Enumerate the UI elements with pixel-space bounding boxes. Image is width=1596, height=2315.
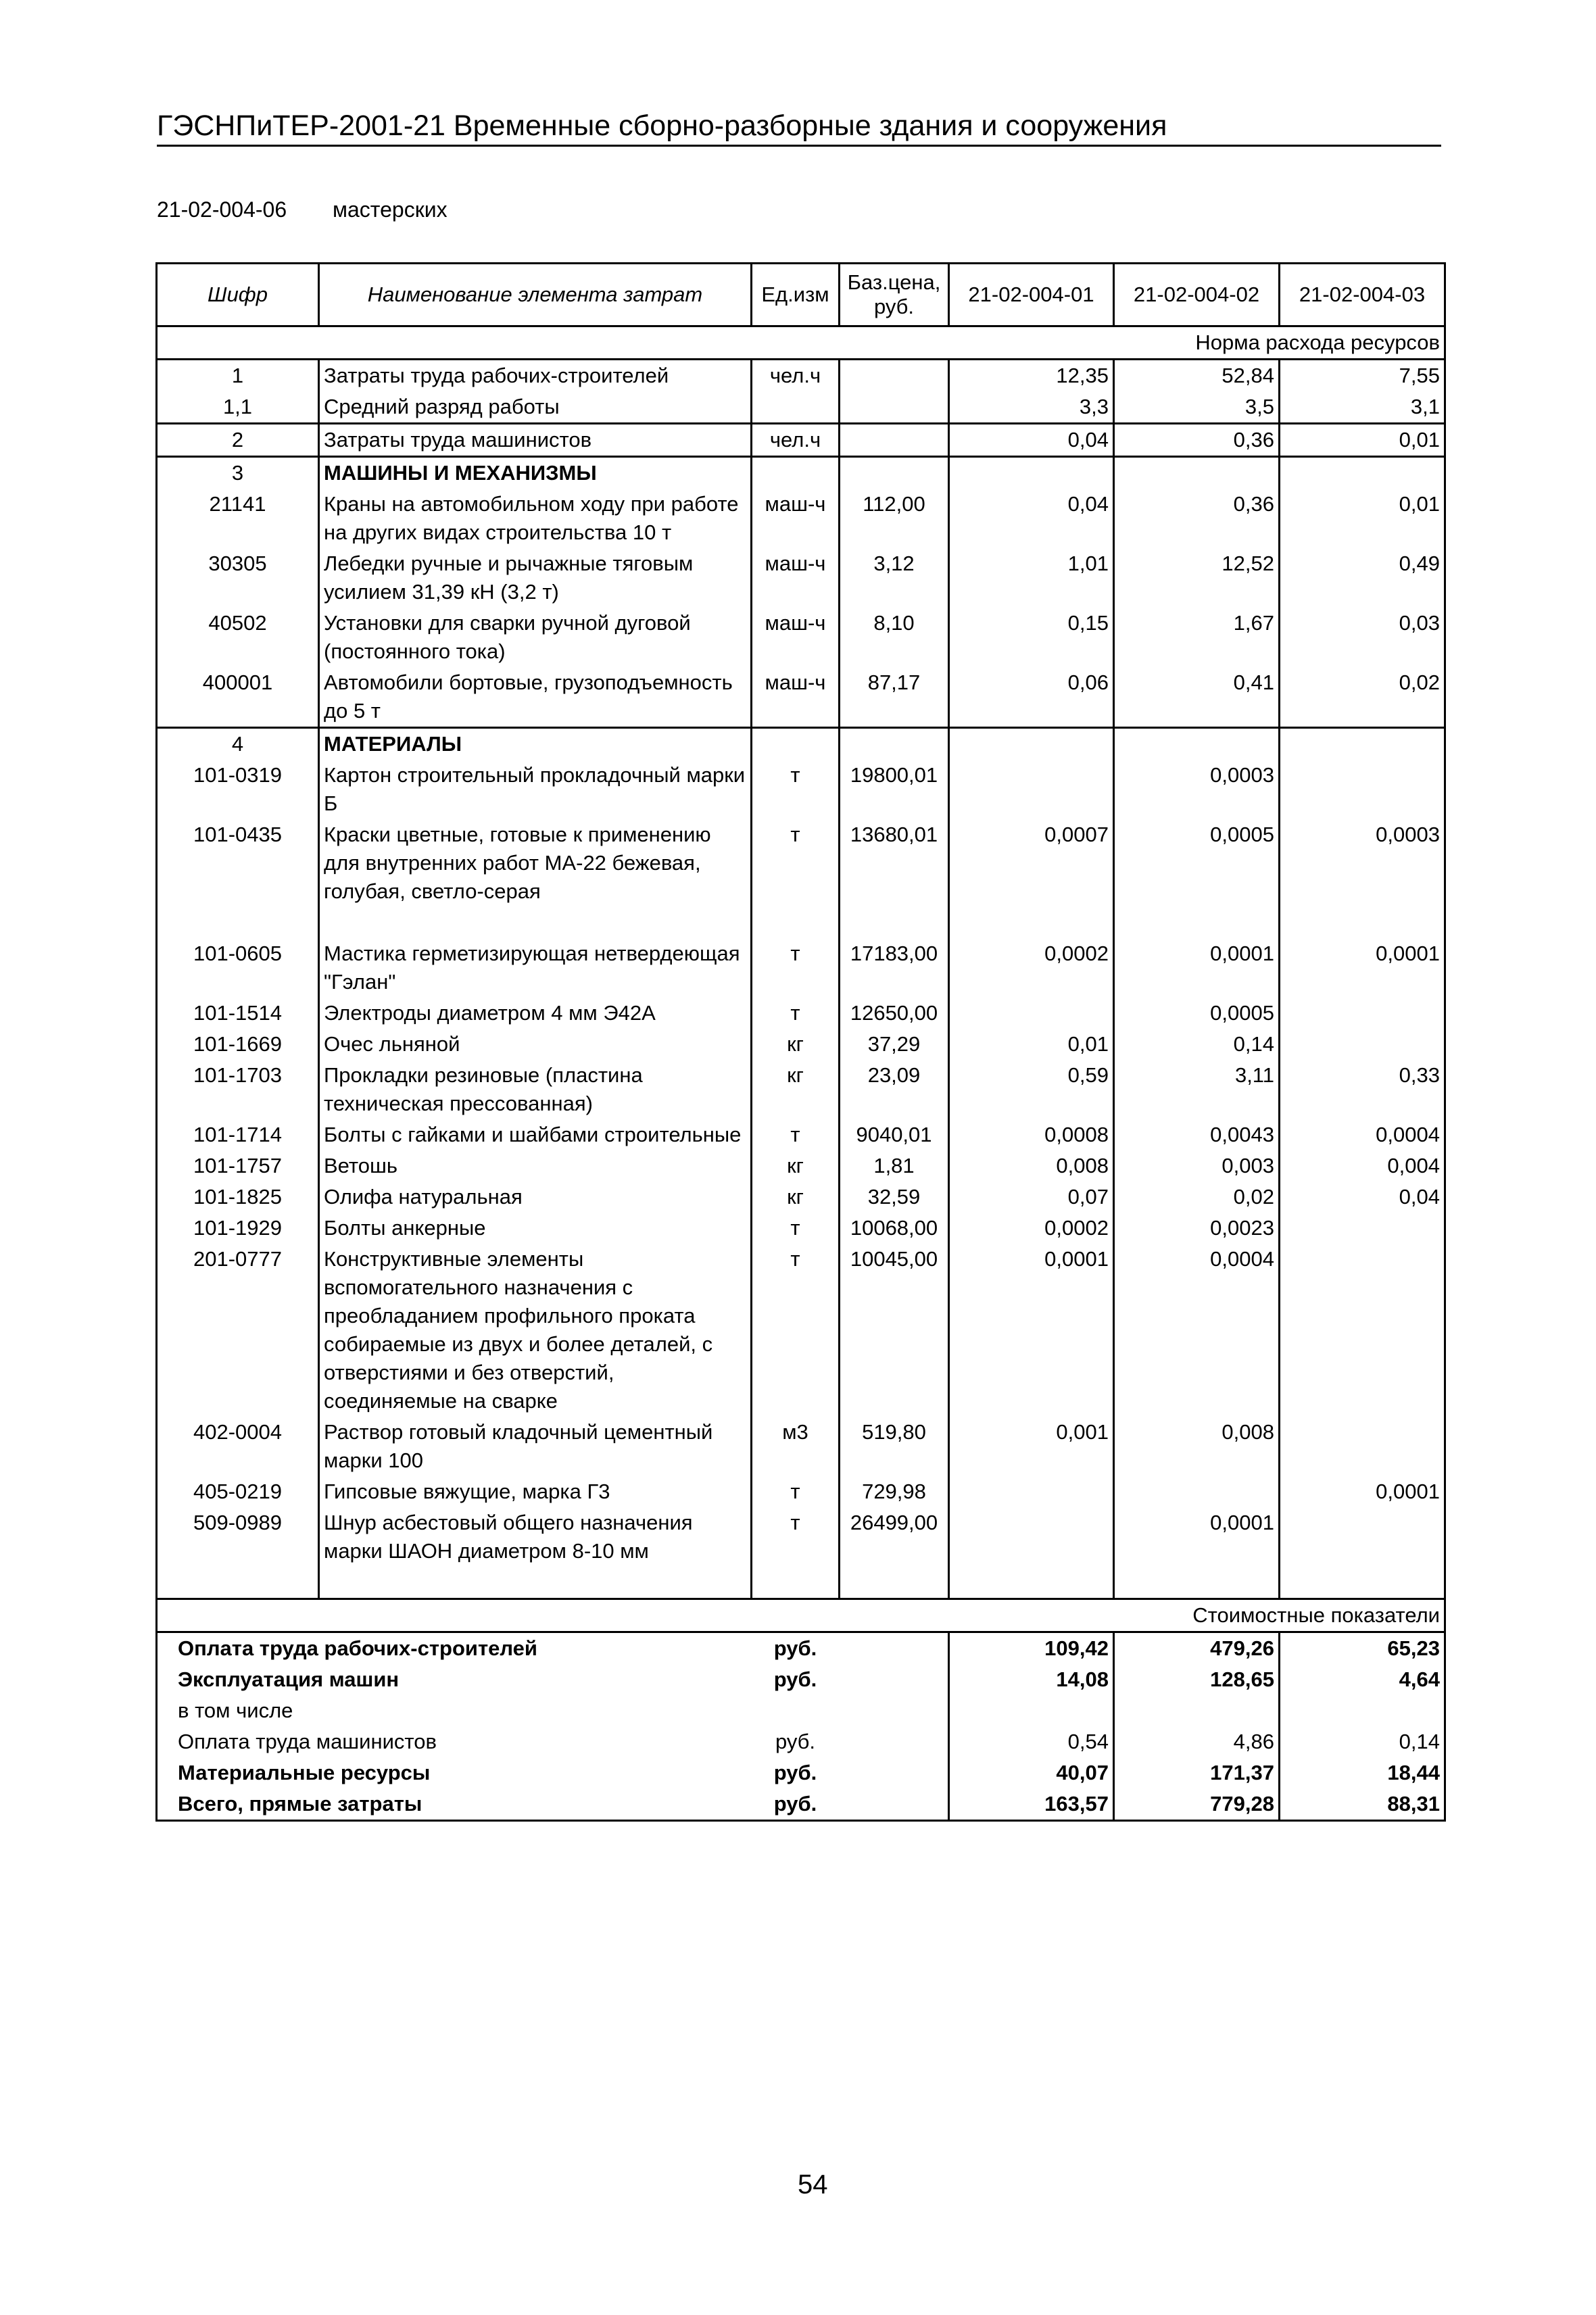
row-name: Краны на автомобильном ходу при работе на других видах строительства 10 т (319, 489, 752, 548)
cost-row-label: Эксплуатация машин (157, 1664, 752, 1695)
row-price: 13680,01 (840, 819, 949, 907)
row-unit (752, 457, 840, 489)
row-code: 101-1757 (157, 1150, 319, 1181)
row-value-col2: 0,0004 (1114, 1244, 1280, 1417)
table-row (157, 1150, 1445, 1181)
row-value-col1: 0,0002 (949, 1213, 1114, 1244)
row-value-col3 (1280, 998, 1445, 1029)
table-row (157, 489, 1445, 548)
row-value-col3 (1280, 728, 1445, 760)
row-value-col2: 0,02 (1114, 1181, 1280, 1213)
row-value-col2: 0,0003 (1114, 760, 1280, 819)
header-col1: 21-02-004-01 (949, 264, 1114, 326)
row-value-col1: 0,008 (949, 1150, 1114, 1181)
cost-value-col1 (949, 1695, 1114, 1726)
row-price: 729,98 (840, 1476, 949, 1507)
subtitle-code: 21-02-004-06 (157, 197, 287, 222)
cost-row-unit: руб. (775, 1730, 816, 1753)
row-name: Лебедки ручные и рычажные тяговым усилием 31,39 кН (3,2 т) (319, 548, 752, 608)
row-value-col1: 12,35 (949, 360, 1114, 392)
table-row (157, 1119, 1445, 1150)
row-value-col1: 0,04 (949, 424, 1114, 457)
row-value-col1: 0,0001 (949, 1244, 1114, 1417)
row-code: 101-0435 (157, 819, 319, 907)
row-value-col3: 0,0001 (1280, 1476, 1445, 1507)
cost-value-col3: 18,44 (1280, 1757, 1445, 1788)
row-unit (752, 391, 840, 424)
row-value-col3: 0,01 (1280, 424, 1445, 457)
cost-value-col2 (1114, 1695, 1280, 1726)
row-price: 8,10 (840, 608, 949, 667)
cost-value-col2: 171,37 (1114, 1757, 1280, 1788)
norm-section (157, 326, 1445, 1567)
row-name: Болты с гайками и шайбами строительные (319, 1119, 752, 1150)
row-value-col1 (949, 1507, 1114, 1567)
row-unit: т (752, 1244, 840, 1417)
row-value-col1: 0,0008 (949, 1119, 1114, 1150)
row-value-col1 (949, 457, 1114, 489)
row-value-col2: 3,11 (1114, 1060, 1280, 1119)
row-name: Болты анкерные (319, 1213, 752, 1244)
row-code: 101-1825 (157, 1181, 319, 1213)
row-value-col2 (1114, 1476, 1280, 1507)
row-value-col3: 0,0004 (1280, 1119, 1445, 1150)
row-value-col3: 0,04 (1280, 1181, 1445, 1213)
row-unit: т (752, 819, 840, 907)
cost-row-label: Материальные ресурсы (157, 1757, 752, 1788)
row-value-col1: 0,0007 (949, 819, 1114, 907)
cost-row (157, 1788, 1445, 1821)
row-price: 12650,00 (840, 998, 949, 1029)
row-value-col3: 0,004 (1280, 1150, 1445, 1181)
row-value-col3: 0,02 (1280, 667, 1445, 728)
row-code: 101-0605 (157, 938, 319, 998)
row-value-col2: 0,0005 (1114, 819, 1280, 907)
row-name: Конструктивные элементы вспомогательного назначения с преобладанием профильного проката собираемые из двух и более деталей, с отверстиями и без отверстий, соединяемые на сварке (319, 1244, 752, 1417)
header-name: Наименование элемента затрат (319, 264, 752, 326)
row-name: Краски цветные, готовые к применению для внутренних работ МА-22 бежевая, голубая, светло-серая (319, 819, 752, 907)
cost-section (157, 1567, 1445, 1821)
subtitle-text: мастерских (333, 197, 448, 222)
row-code: 30305 (157, 548, 319, 608)
table-row (157, 1060, 1445, 1119)
row-unit: т (752, 938, 840, 998)
table-row (157, 424, 1445, 457)
row-unit: маш-ч (752, 548, 840, 608)
row-name: Шнур асбестовый общего назначения марки ШАОН диаметром 8-10 мм (319, 1507, 752, 1567)
table-row (157, 1181, 1445, 1213)
row-price: 87,17 (840, 667, 949, 728)
row-name: Картон строительный прокладочный марки Б (319, 760, 752, 819)
row-unit: чел.ч (752, 424, 840, 457)
header-code: Шифр (157, 264, 319, 326)
cost-value-col3: 88,31 (1280, 1788, 1445, 1821)
cost-row-unit: руб. (752, 1788, 840, 1821)
row-value-col3 (1280, 1244, 1445, 1417)
cost-value-col2: 479,26 (1114, 1632, 1280, 1665)
row-value-col2: 0,41 (1114, 667, 1280, 728)
cost-value-col1: 163,57 (949, 1788, 1114, 1821)
row-value-col3 (1280, 760, 1445, 819)
row-code: 101-1703 (157, 1060, 319, 1119)
resource-table (155, 262, 1446, 1822)
row-value-col3: 0,49 (1280, 548, 1445, 608)
row-code: 400001 (157, 667, 319, 728)
row-value-col2: 0,14 (1114, 1029, 1280, 1060)
row-value-col2: 0,36 (1114, 424, 1280, 457)
table-row (157, 1029, 1445, 1060)
row-value-col3: 0,0003 (1280, 819, 1445, 907)
table-row (157, 1213, 1445, 1244)
row-value-col2: 1,67 (1114, 608, 1280, 667)
table-row (157, 1417, 1445, 1476)
cost-row-label: Оплата труда рабочих-строителей (157, 1632, 752, 1665)
row-value-col2: 0,003 (1114, 1150, 1280, 1181)
row-code: 201-0777 (157, 1244, 319, 1417)
cost-row-label: Всего, прямые затраты (157, 1788, 752, 1821)
cost-band-row (157, 1599, 1445, 1632)
row-value-col1: 0,59 (949, 1060, 1114, 1119)
row-value-col1 (949, 998, 1114, 1029)
table-row (157, 667, 1445, 728)
row-value-col1: 0,07 (949, 1181, 1114, 1213)
cost-value-col1: 14,08 (949, 1664, 1114, 1695)
row-price: 3,12 (840, 548, 949, 608)
cost-row-unit: руб. (773, 1636, 817, 1660)
row-code: 2 (157, 424, 319, 457)
row-name: Очес льняной (319, 1029, 752, 1060)
row-value-col2: 0,36 (1114, 489, 1280, 548)
cost-value-col3: 4,64 (1280, 1664, 1445, 1695)
row-code: 1 (157, 360, 319, 392)
row-price: 19800,01 (840, 760, 949, 819)
row-value-col3 (1280, 1213, 1445, 1244)
table-row (157, 608, 1445, 667)
row-value-col3: 7,55 (1280, 360, 1445, 392)
row-value-col1: 0,06 (949, 667, 1114, 728)
row-value-col1: 0,01 (949, 1029, 1114, 1060)
row-price: 26499,00 (840, 1507, 949, 1567)
cost-value-col1: 109,42 (949, 1632, 1114, 1665)
row-price: 112,00 (840, 489, 949, 548)
norm-band-row (157, 326, 1445, 360)
row-price: 9040,01 (840, 1119, 949, 1150)
row-name: Средний разряд работы (319, 391, 752, 424)
row-price: 519,80 (840, 1417, 949, 1476)
row-code: 101-0319 (157, 760, 319, 819)
cost-value-col3: 65,23 (1280, 1632, 1445, 1665)
row-value-col1: 0,15 (949, 608, 1114, 667)
row-unit: кг (752, 1029, 840, 1060)
row-code: 509-0989 (157, 1507, 319, 1567)
row-name: Олифа натуральная (319, 1181, 752, 1213)
row-value-col1: 0,04 (949, 489, 1114, 548)
cost-row-unit (752, 1695, 840, 1726)
row-value-col2: 52,84 (1114, 360, 1280, 392)
row-price (840, 728, 949, 760)
row-name: Затраты труда рабочих-строителей (319, 360, 752, 392)
row-price: 37,29 (840, 1029, 949, 1060)
row-code: 21141 (157, 489, 319, 548)
row-code: 101-1514 (157, 998, 319, 1029)
row-price: 1,81 (840, 1150, 949, 1181)
row-unit: т (752, 760, 840, 819)
row-value-col3 (1280, 1507, 1445, 1567)
row-value-col1 (949, 760, 1114, 819)
row-code: 405-0219 (157, 1476, 319, 1507)
row-code: 402-0004 (157, 1417, 319, 1476)
cost-value-col2: 128,65 (1114, 1664, 1280, 1695)
cost-row-label: Оплата труда машинистов (157, 1726, 752, 1757)
row-value-col2: 0,008 (1114, 1417, 1280, 1476)
row-value-col3 (1280, 1029, 1445, 1060)
row-value-col2: 0,0001 (1114, 938, 1280, 998)
table-row (157, 938, 1445, 998)
table-row (157, 360, 1445, 392)
cost-row (157, 1632, 1445, 1665)
row-code: 101-1929 (157, 1213, 319, 1244)
row-price: 32,59 (840, 1181, 949, 1213)
cost-value-col1: 40,07 (949, 1757, 1114, 1788)
table-row (157, 728, 1445, 760)
row-value-col3 (1280, 1417, 1445, 1476)
row-code: 40502 (157, 608, 319, 667)
table-row (157, 1507, 1445, 1567)
row-value-col3: 0,01 (1280, 489, 1445, 548)
row-code: 101-1669 (157, 1029, 319, 1060)
row-name: Раствор готовый кладочный цементный марки 100 (319, 1417, 752, 1476)
row-code: 4 (157, 728, 319, 760)
row-value-col3: 0,33 (1280, 1060, 1445, 1119)
table-subtitle (157, 197, 448, 222)
row-price (840, 391, 949, 424)
row-unit: т (752, 1213, 840, 1244)
table-row (157, 548, 1445, 608)
row-unit: маш-ч (752, 489, 840, 548)
row-unit: кг (752, 1060, 840, 1119)
row-unit: т (752, 1476, 840, 1507)
cost-row (157, 1664, 1445, 1695)
table-row (157, 457, 1445, 489)
header-unit: Ед.изм (752, 264, 840, 326)
table-row (157, 1476, 1445, 1507)
table-header-row (157, 264, 1445, 326)
row-value-col1 (949, 728, 1114, 760)
table-row (157, 391, 1445, 424)
row-unit: маш-ч (752, 667, 840, 728)
cost-value-col2: 4,86 (1114, 1726, 1280, 1757)
row-value-col2: 0,0023 (1114, 1213, 1280, 1244)
row-value-col2 (1114, 728, 1280, 760)
row-price: 10045,00 (840, 1244, 949, 1417)
row-name: Затраты труда машинистов (319, 424, 752, 457)
row-price (840, 360, 949, 392)
row-value-col2 (1114, 457, 1280, 489)
row-name: Прокладки резиновые (пластина техническая прессованная) (319, 1060, 752, 1119)
row-name: Установки для сварки ручной дуговой (постоянного тока) (319, 608, 752, 667)
row-price: 10068,00 (840, 1213, 949, 1244)
row-unit (752, 728, 840, 760)
row-unit: кг (752, 1181, 840, 1213)
row-price (840, 424, 949, 457)
row-unit: чел.ч (752, 360, 840, 392)
table-row (157, 998, 1445, 1029)
row-price: 17183,00 (840, 938, 949, 998)
row-unit: т (752, 1507, 840, 1567)
row-name: МАШИНЫ И МЕХАНИЗМЫ (319, 457, 752, 489)
row-unit: кг (752, 1150, 840, 1181)
cost-value-col3: 0,14 (1280, 1726, 1445, 1757)
row-name: МАТЕРИАЛЫ (319, 728, 752, 760)
page-number: 54 (798, 2170, 828, 2199)
cost-value-col1: 0,54 (949, 1726, 1114, 1757)
row-value-col2: 12,52 (1114, 548, 1280, 608)
cost-label: Стоимостные показатели (157, 1599, 1445, 1632)
row-value-col3: 0,0001 (1280, 938, 1445, 998)
row-value-col1: 1,01 (949, 548, 1114, 608)
row-unit: м3 (752, 1417, 840, 1476)
row-name: Мастика герметизирующая нетвердеющая "Гэлан" (319, 938, 752, 998)
cost-value-col2: 779,28 (1114, 1788, 1280, 1821)
norm-label: Норма расхода ресурсов (157, 326, 1445, 360)
row-unit: т (752, 998, 840, 1029)
table-row (157, 819, 1445, 907)
row-value-col1 (949, 1476, 1114, 1507)
gap-row (157, 907, 1445, 938)
row-unit: т (752, 1119, 840, 1150)
table-row (157, 1244, 1445, 1417)
header-col2: 21-02-004-02 (1114, 264, 1280, 326)
cost-row (157, 1726, 1445, 1757)
table-row (157, 760, 1445, 819)
row-value-col3: 0,03 (1280, 608, 1445, 667)
cost-row-label: в том числе (157, 1695, 752, 1726)
row-value-col2: 0,0005 (1114, 998, 1280, 1029)
row-unit: маш-ч (752, 608, 840, 667)
cost-row (157, 1695, 1445, 1726)
cost-row-unit: руб. (773, 1667, 817, 1691)
row-value-col1: 3,3 (949, 391, 1114, 424)
header-col3: 21-02-004-03 (1280, 264, 1445, 326)
cost-row (157, 1757, 1445, 1788)
document-header: ГЭСНПиТЕР-2001-21 Временные сборно-разборные здания и сооружения (157, 108, 1441, 147)
row-value-col1: 0,001 (949, 1417, 1114, 1476)
row-value-col2: 0,0001 (1114, 1507, 1280, 1567)
row-value-col3: 3,1 (1280, 391, 1445, 424)
row-code: 3 (157, 457, 319, 489)
row-value-col2: 0,0043 (1114, 1119, 1280, 1150)
row-price: 23,09 (840, 1060, 949, 1119)
row-code: 1,1 (157, 391, 319, 424)
row-name: Гипсовые вяжущие, марка Г3 (319, 1476, 752, 1507)
cost-row-unit: руб. (773, 1761, 817, 1784)
row-value-col3 (1280, 457, 1445, 489)
row-name: Автомобили бортовые, грузоподъемность до 5 т (319, 667, 752, 728)
row-name: Ветошь (319, 1150, 752, 1181)
row-value-col2: 3,5 (1114, 391, 1280, 424)
header-price: Баз.цена, руб. (840, 264, 949, 326)
gap-row (157, 1567, 1445, 1599)
cost-value-col3 (1280, 1695, 1445, 1726)
row-price (840, 457, 949, 489)
row-name: Электроды диаметром 4 мм Э42А (319, 998, 752, 1029)
row-code: 101-1714 (157, 1119, 319, 1150)
row-value-col1: 0,0002 (949, 938, 1114, 998)
